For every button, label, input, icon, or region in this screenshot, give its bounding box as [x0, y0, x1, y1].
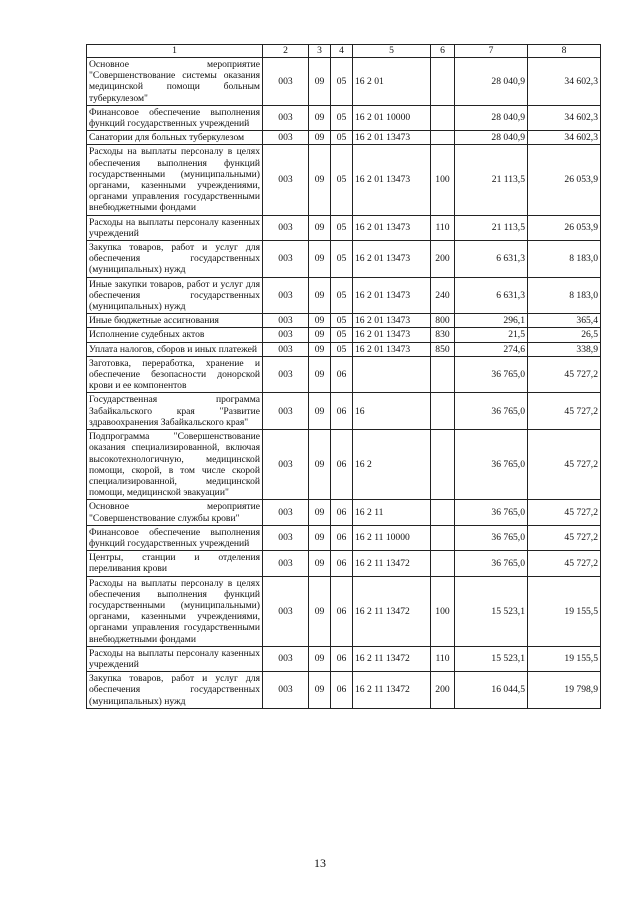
- row-subsection-cell: 05: [331, 105, 353, 130]
- row-amount-1-cell: 28 040,9: [455, 105, 528, 130]
- row-target-article-cell: 16: [353, 393, 431, 430]
- row-target-article-cell: 16 2 11 13472: [353, 672, 431, 709]
- row-section-cell: 09: [309, 356, 331, 393]
- row-target-article-cell: 16 2 01: [353, 58, 431, 106]
- row-section-cell: 09: [309, 393, 331, 430]
- row-amount-1-cell: 15 523,1: [455, 576, 528, 646]
- row-ministry-code-cell: 003: [263, 105, 309, 130]
- col-header: 4: [331, 45, 353, 58]
- row-ministry-code-cell: 003: [263, 314, 309, 328]
- row-expense-type-cell: [431, 393, 455, 430]
- row-target-article-cell: 16 2 01 13473: [353, 342, 431, 356]
- col-header: 7: [455, 45, 528, 58]
- row-expense-type-cell: 110: [431, 215, 455, 240]
- row-amount-2-cell: 45 727,2: [528, 356, 601, 393]
- row-amount-1-cell: 36 765,0: [455, 525, 528, 550]
- row-amount-2-cell: 19 798,9: [528, 672, 601, 709]
- row-subsection-cell: 05: [331, 277, 353, 314]
- table-row: [87, 356, 601, 393]
- table-row: [87, 525, 601, 550]
- row-amount-1-cell: 36 765,0: [455, 393, 528, 430]
- row-target-article-cell: 16 2 01 13473: [353, 131, 431, 145]
- row-section-cell: 09: [309, 58, 331, 106]
- row-expense-type-cell: [431, 105, 455, 130]
- table-row: [87, 105, 601, 130]
- row-name-cell: Исполнение судебных актов: [87, 328, 263, 342]
- row-section-cell: 09: [309, 430, 331, 500]
- col-header: 2: [263, 45, 309, 58]
- table-row: [87, 500, 601, 525]
- row-section-cell: 09: [309, 105, 331, 130]
- table-row: [87, 646, 601, 671]
- row-amount-2-cell: 45 727,2: [528, 393, 601, 430]
- row-ministry-code-cell: 003: [263, 58, 309, 106]
- row-expense-type-cell: [431, 500, 455, 525]
- row-ministry-code-cell: 003: [263, 145, 309, 215]
- row-ministry-code-cell: 003: [263, 551, 309, 576]
- row-subsection-cell: 05: [331, 314, 353, 328]
- row-amount-2-cell: 365,4: [528, 314, 601, 328]
- row-amount-2-cell: 45 727,2: [528, 551, 601, 576]
- row-subsection-cell: 06: [331, 430, 353, 500]
- row-subsection-cell: 05: [331, 145, 353, 215]
- row-section-cell: 09: [309, 342, 331, 356]
- row-amount-2-cell: 26 053,9: [528, 215, 601, 240]
- row-target-article-cell: 16 2 11 13472: [353, 646, 431, 671]
- row-ministry-code-cell: 003: [263, 215, 309, 240]
- row-subsection-cell: 06: [331, 393, 353, 430]
- row-amount-1-cell: 6 631,3: [455, 241, 528, 278]
- row-ministry-code-cell: 003: [263, 342, 309, 356]
- row-ministry-code-cell: 003: [263, 576, 309, 646]
- row-section-cell: 09: [309, 328, 331, 342]
- row-section-cell: 09: [309, 525, 331, 550]
- row-name-cell: Иные закупки товаров, работ и услуг для обеспечения государственных (муниципальных) нужд: [87, 277, 263, 314]
- row-subsection-cell: 06: [331, 672, 353, 709]
- row-name-cell: Уплата налогов, сборов и иных платежей: [87, 342, 263, 356]
- row-target-article-cell: 16 2 11 13472: [353, 576, 431, 646]
- row-amount-1-cell: 16 044,5: [455, 672, 528, 709]
- row-expense-type-cell: [431, 356, 455, 393]
- row-target-article-cell: 16 2 01 10000: [353, 105, 431, 130]
- row-amount-1-cell: 28 040,9: [455, 58, 528, 106]
- table-row: [87, 393, 601, 430]
- row-name-cell: Закупка товаров, работ и услуг для обеспечения государственных (муниципальных) нужд: [87, 241, 263, 278]
- row-ministry-code-cell: 003: [263, 328, 309, 342]
- row-target-article-cell: 16 2 01 13473: [353, 328, 431, 342]
- row-subsection-cell: 06: [331, 551, 353, 576]
- row-subsection-cell: 05: [331, 241, 353, 278]
- table-row: [87, 430, 601, 500]
- page-number: 13: [314, 856, 326, 870]
- row-amount-2-cell: 26 053,9: [528, 145, 601, 215]
- table-body: [87, 58, 601, 709]
- row-name-cell: Иные бюджетные ассигнования: [87, 314, 263, 328]
- row-amount-1-cell: 21 113,5: [455, 145, 528, 215]
- row-amount-2-cell: 45 727,2: [528, 525, 601, 550]
- row-amount-1-cell: 21 113,5: [455, 215, 528, 240]
- row-name-cell: Основное мероприятие "Совершенствование службы крови": [87, 500, 263, 525]
- row-expense-type-cell: 830: [431, 328, 455, 342]
- row-expense-type-cell: 850: [431, 342, 455, 356]
- budget-table: [86, 44, 601, 709]
- row-ministry-code-cell: 003: [263, 393, 309, 430]
- row-section-cell: 09: [309, 672, 331, 709]
- table-header: [87, 45, 601, 58]
- row-amount-2-cell: 338,9: [528, 342, 601, 356]
- row-amount-1-cell: 36 765,0: [455, 500, 528, 525]
- table-row: [87, 131, 601, 145]
- col-header: 5: [353, 45, 431, 58]
- row-ministry-code-cell: 003: [263, 430, 309, 500]
- row-name-cell: Заготовка, переработка, хранение и обеспечение безопасности донорской крови и ее компонентов: [87, 356, 263, 393]
- row-ministry-code-cell: 003: [263, 672, 309, 709]
- row-amount-2-cell: 26,5: [528, 328, 601, 342]
- row-expense-type-cell: [431, 430, 455, 500]
- row-name-cell: Закупка товаров, работ и услуг для обеспечения государственных (муниципальных) нужд: [87, 672, 263, 709]
- row-amount-1-cell: 6 631,3: [455, 277, 528, 314]
- row-target-article-cell: 16 2 11 10000: [353, 525, 431, 550]
- row-ministry-code-cell: 003: [263, 131, 309, 145]
- row-target-article-cell: 16 2 11 13472: [353, 551, 431, 576]
- row-subsection-cell: 05: [331, 215, 353, 240]
- row-amount-1-cell: 296,1: [455, 314, 528, 328]
- table-row: [87, 145, 601, 215]
- row-ministry-code-cell: 003: [263, 500, 309, 525]
- table-row: [87, 672, 601, 709]
- row-subsection-cell: 06: [331, 500, 353, 525]
- table-row: [87, 576, 601, 646]
- row-amount-2-cell: 19 155,5: [528, 646, 601, 671]
- row-amount-2-cell: 34 602,3: [528, 131, 601, 145]
- row-ministry-code-cell: 003: [263, 646, 309, 671]
- row-expense-type-cell: 110: [431, 646, 455, 671]
- row-target-article-cell: 16 2 01 13473: [353, 241, 431, 278]
- row-expense-type-cell: [431, 131, 455, 145]
- row-expense-type-cell: [431, 58, 455, 106]
- row-target-article-cell: 16 2 01 13473: [353, 314, 431, 328]
- row-expense-type-cell: [431, 551, 455, 576]
- row-expense-type-cell: [431, 525, 455, 550]
- row-subsection-cell: 06: [331, 576, 353, 646]
- table-row: [87, 277, 601, 314]
- row-ministry-code-cell: 003: [263, 241, 309, 278]
- row-target-article-cell: 16 2 01 13473: [353, 145, 431, 215]
- row-name-cell: Санатории для больных туберкулезом: [87, 131, 263, 145]
- row-section-cell: 09: [309, 131, 331, 145]
- table-row: [87, 215, 601, 240]
- row-amount-1-cell: 28 040,9: [455, 131, 528, 145]
- row-section-cell: 09: [309, 576, 331, 646]
- row-ministry-code-cell: 003: [263, 525, 309, 550]
- row-amount-2-cell: 8 183,0: [528, 277, 601, 314]
- row-section-cell: 09: [309, 646, 331, 671]
- row-amount-1-cell: 15 523,1: [455, 646, 528, 671]
- row-name-cell: Финансовое обеспечение выполнения функций государственных учреждений: [87, 105, 263, 130]
- row-name-cell: Расходы на выплаты персоналу казенных учреждений: [87, 215, 263, 240]
- row-name-cell: Расходы на выплаты персоналу казенных учреждений: [87, 646, 263, 671]
- table-row: [87, 342, 601, 356]
- row-name-cell: Государственная программа Забайкальского края "Развитие здравоохранения Забайкальского края": [87, 393, 263, 430]
- row-subsection-cell: 05: [331, 328, 353, 342]
- row-name-cell: Расходы на выплаты персоналу в целях обеспечения выполнения функций государственными (муниципальными) органами, казенными учреждениями, органами управления государственными внебюджетными фондами: [87, 576, 263, 646]
- row-section-cell: 09: [309, 551, 331, 576]
- row-name-cell: Центры, станции и отделения переливания крови: [87, 551, 263, 576]
- row-amount-1-cell: 36 765,0: [455, 356, 528, 393]
- row-amount-2-cell: 19 155,5: [528, 576, 601, 646]
- table-row: [87, 551, 601, 576]
- row-target-article-cell: 16 2 01 13473: [353, 215, 431, 240]
- row-subsection-cell: 06: [331, 356, 353, 393]
- row-name-cell: Финансовое обеспечение выполнения функций государственных учреждений: [87, 525, 263, 550]
- row-amount-1-cell: 274,6: [455, 342, 528, 356]
- row-subsection-cell: 06: [331, 646, 353, 671]
- table-row: [87, 314, 601, 328]
- col-header: 1: [87, 45, 263, 58]
- row-target-article-cell: 16 2 11: [353, 500, 431, 525]
- row-amount-2-cell: 34 602,3: [528, 105, 601, 130]
- row-expense-type-cell: 100: [431, 145, 455, 215]
- row-section-cell: 09: [309, 314, 331, 328]
- col-header: 3: [309, 45, 331, 58]
- row-target-article-cell: 16 2 01 13473: [353, 277, 431, 314]
- row-section-cell: 09: [309, 145, 331, 215]
- row-ministry-code-cell: 003: [263, 356, 309, 393]
- table-row: [87, 328, 601, 342]
- col-header: 6: [431, 45, 455, 58]
- row-name-cell: Подпрограмма "Совершенствование оказания специализированной, включая высокотехнологичную, медицинской помощи, скорой, в том числе скорой специализированной, медицинской помощи, медицинской эвакуации": [87, 430, 263, 500]
- row-subsection-cell: 05: [331, 58, 353, 106]
- row-subsection-cell: 05: [331, 342, 353, 356]
- row-expense-type-cell: 800: [431, 314, 455, 328]
- row-amount-2-cell: 34 602,3: [528, 58, 601, 106]
- row-amount-1-cell: 36 765,0: [455, 430, 528, 500]
- row-expense-type-cell: 200: [431, 672, 455, 709]
- row-amount-1-cell: 36 765,0: [455, 551, 528, 576]
- row-name-cell: Расходы на выплаты персоналу в целях обеспечения выполнения функций государственными (муниципальными) органами, казенными учреждениями, органами управления государственными внебюджетными фондами: [87, 145, 263, 215]
- row-subsection-cell: 05: [331, 131, 353, 145]
- row-expense-type-cell: 100: [431, 576, 455, 646]
- row-amount-2-cell: 8 183,0: [528, 241, 601, 278]
- table-row: [87, 241, 601, 278]
- table-row: [87, 58, 601, 106]
- row-subsection-cell: 06: [331, 525, 353, 550]
- row-section-cell: 09: [309, 500, 331, 525]
- row-amount-1-cell: 21,5: [455, 328, 528, 342]
- col-header: 8: [528, 45, 601, 58]
- row-ministry-code-cell: 003: [263, 277, 309, 314]
- row-amount-2-cell: 45 727,2: [528, 500, 601, 525]
- row-expense-type-cell: 240: [431, 277, 455, 314]
- row-expense-type-cell: 200: [431, 241, 455, 278]
- row-name-cell: Основное мероприятие "Совершенствование системы оказания медицинской помощи больным туберкулезом": [87, 58, 263, 106]
- row-section-cell: 09: [309, 215, 331, 240]
- row-section-cell: 09: [309, 277, 331, 314]
- row-section-cell: 09: [309, 241, 331, 278]
- row-target-article-cell: [353, 356, 431, 393]
- row-amount-2-cell: 45 727,2: [528, 430, 601, 500]
- header-row: [87, 45, 601, 58]
- row-target-article-cell: 16 2: [353, 430, 431, 500]
